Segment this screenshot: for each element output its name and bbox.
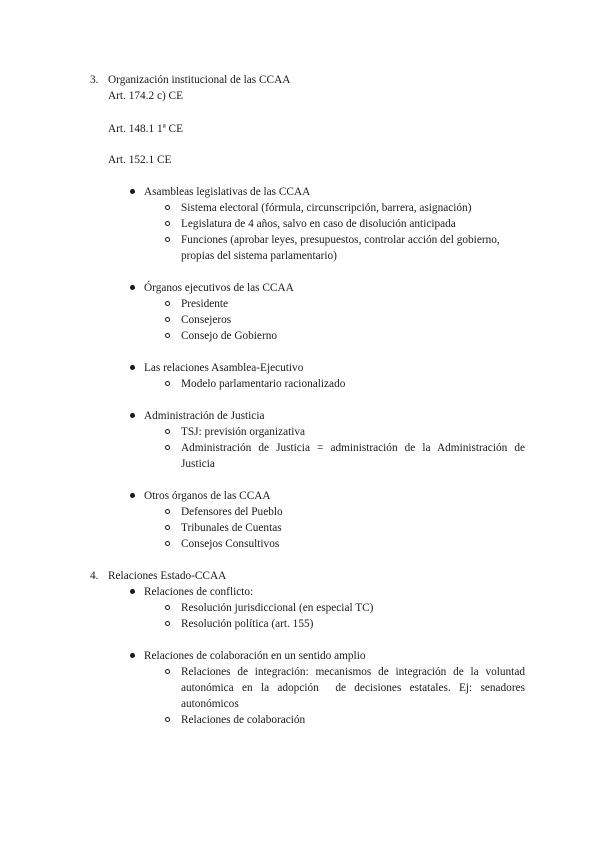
circle-bullet-icon	[165, 301, 170, 306]
sub-list-item: Funciones (aprobar leyes, presupuestos, controlar acción del gobierno,	[181, 234, 500, 246]
article-reference: Art. 174.2 c) CE	[108, 90, 183, 102]
circle-bullet-icon	[165, 381, 170, 386]
sub-list-item: Modelo parlamentario racionalizado	[181, 378, 346, 390]
sub-list-item: Resolución política (art. 155)	[181, 618, 314, 630]
circle-bullet-icon	[165, 525, 170, 530]
sub-list-item: Relaciones de integración: mecanismos de integración de la voluntad	[181, 666, 525, 678]
list-item-label: Relaciones de conflicto:	[144, 586, 254, 598]
circle-bullet-icon	[165, 317, 170, 322]
circle-bullet-icon	[165, 429, 170, 434]
circle-bullet-icon	[165, 509, 170, 514]
bullet-icon	[130, 589, 135, 594]
list-item-label: Administración de Justicia	[144, 410, 265, 422]
circle-bullet-icon	[165, 333, 170, 338]
section-title: Organización institucional de las CCAA	[108, 74, 291, 86]
section-title: Relaciones Estado-CCAA	[108, 570, 227, 582]
sub-list-item: Resolución jurisdiccional (en especial TC)	[181, 602, 374, 614]
bullet-icon	[130, 413, 135, 418]
bullet-icon	[130, 365, 135, 370]
circle-bullet-icon	[165, 205, 170, 210]
list-item-label: Órganos ejecutivos de las CCAA	[144, 282, 294, 294]
sub-list-item: Consejo de Gobierno	[181, 330, 278, 342]
sub-list-item: Legislatura de 4 años, salvo en caso de disolución anticipada	[181, 218, 456, 230]
bullet-icon	[130, 493, 135, 498]
circle-bullet-icon	[165, 445, 170, 450]
circle-bullet-icon	[165, 237, 170, 242]
list-item-label: Relaciones de colaboración en un sentido amplio	[144, 650, 366, 662]
circle-bullet-icon	[165, 221, 170, 226]
list-item-label: Otros órganos de las CCAA	[144, 490, 271, 502]
circle-bullet-icon	[165, 717, 170, 722]
section-number: 3.	[90, 74, 99, 86]
sub-list-item: Consejeros	[181, 314, 232, 326]
section-number: 4.	[90, 570, 99, 582]
sub-list-item: Presidente	[181, 298, 229, 310]
list-item-label: Asambleas legislativas de las CCAA	[144, 186, 311, 198]
sub-list-item: Relaciones de colaboración	[181, 714, 306, 726]
sub-list-item-continuation: autonómicos	[181, 698, 239, 710]
sub-list-item: Consejos Consultivos	[181, 538, 280, 550]
circle-bullet-icon	[165, 669, 170, 674]
sub-list-item: Defensores del Pueblo	[181, 506, 283, 518]
list-item-label: Las relaciones Asamblea-Ejecutivo	[144, 362, 304, 374]
sub-list-item-continuation: autonómica en la adopción de decisiones estatales. Ej: senadores	[181, 682, 525, 694]
bullet-icon	[130, 285, 135, 290]
sub-list-item: TSJ: previsión organizativa	[181, 426, 306, 438]
circle-bullet-icon	[165, 605, 170, 610]
article-reference: Art. 152.1 CE	[108, 154, 172, 166]
sub-list-item: Administración de Justicia = administración de la Administración de	[181, 442, 525, 454]
sub-list-item: Sistema electoral (fórmula, circunscripción, barrera, asignación)	[181, 202, 472, 214]
sub-list-item-continuation: propias del sistema parlamentario)	[181, 250, 337, 262]
bullet-icon	[130, 189, 135, 194]
article-reference: Art. 148.1 1ª CE	[108, 123, 183, 135]
bullet-icon	[130, 653, 135, 658]
circle-bullet-icon	[165, 541, 170, 546]
sub-list-item-continuation: Justicia	[181, 458, 215, 470]
circle-bullet-icon	[165, 621, 170, 626]
sub-list-item: Tribunales de Cuentas	[181, 522, 282, 534]
